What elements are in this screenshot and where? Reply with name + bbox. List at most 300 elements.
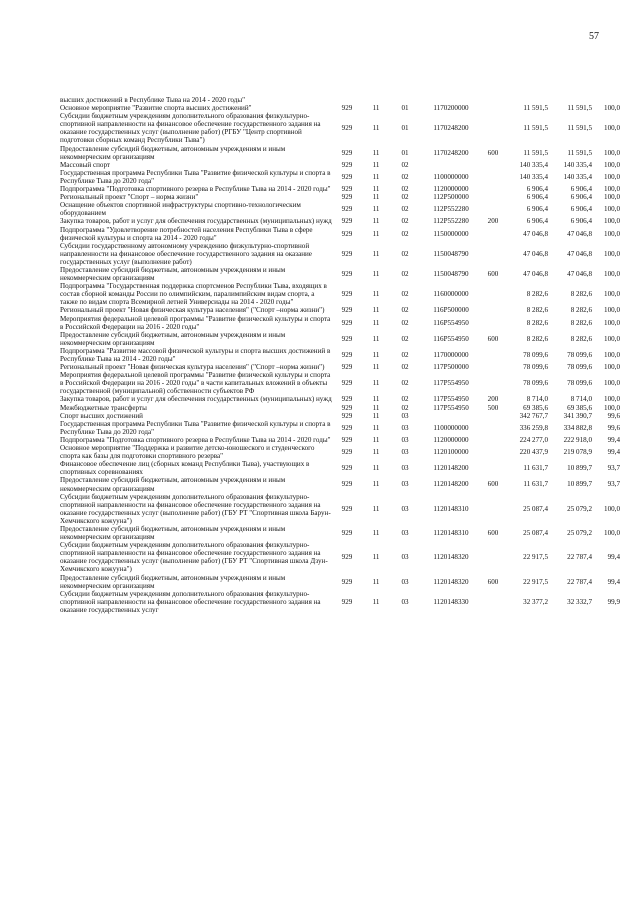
- row-section-code: 11: [372, 395, 380, 404]
- row-section-code: 11: [372, 435, 380, 444]
- row-executed-amount: 222 918,0: [563, 435, 592, 444]
- row-grbs-code: 929: [341, 529, 353, 538]
- row-target-article-code: 1150048790: [433, 270, 469, 279]
- row-target-article-code: 1170248200: [433, 124, 469, 133]
- row-execution-percent: 100,0: [604, 124, 620, 133]
- row-subsection-code: 02: [401, 363, 409, 372]
- row-expense-type-code: [482, 541, 504, 573]
- row-name: Подпрограмма "Удовлетворение потребностей населения Республики Тыва в сфере физической культуры и спорта на 2014 - 2020 годы": [60, 225, 313, 242]
- row-target-article-code: [420, 161, 482, 169]
- row-executed-amount: 22 787,4: [567, 577, 592, 586]
- row-execution-percent: 100,0: [604, 160, 620, 169]
- row-execution-percent: 99,4: [607, 448, 620, 457]
- row-section-code: 11: [372, 403, 380, 412]
- row-executed-amount: 78 099,6: [567, 379, 592, 388]
- row-executed-amount: 25 079,2: [567, 529, 592, 538]
- row-planned-amount: 78 099,6: [523, 363, 548, 372]
- row-section-code: 11: [372, 577, 380, 586]
- row-expense-type-code: [482, 169, 504, 185]
- row-subsection-code: 03: [401, 423, 409, 432]
- row-subsection-code: 03: [401, 435, 409, 444]
- row-subsection-code: 02: [401, 290, 409, 299]
- row-section-code: 11: [372, 205, 380, 214]
- row-target-article-code: 1120148330: [433, 597, 469, 606]
- row-name: высших достижений в Республике Тыва на 2014 - 2020 годы": [60, 96, 246, 104]
- table-row: [60, 217, 620, 225]
- row-name: Предоставление субсидий бюджетным, автономным учреждениям и иным некоммерческим организациям: [60, 524, 286, 542]
- row-executed-amount: 22 787,4: [567, 553, 592, 562]
- row-planned-amount: 22 917,5: [523, 577, 548, 586]
- row-expense-type-code: [482, 185, 504, 193]
- row-subsection-code: 02: [401, 193, 409, 202]
- row-expense-type-code: [482, 460, 504, 476]
- row-name: Государственная программа Республики Тыва "Развитие физической культуры и спорта в Республике Тыва до 2020 года": [60, 419, 331, 436]
- row-target-article-code: 1100000000: [433, 423, 469, 432]
- table-row: [60, 404, 620, 412]
- row-planned-amount: 47 046,8: [523, 229, 548, 238]
- table-row: [60, 420, 620, 436]
- row-executed-amount: 6 906,4: [570, 205, 592, 214]
- row-name: Финансовое обеспечение лиц (сборных команд Республики Тыва), участвующих в спортивных соревнованиях: [60, 460, 310, 477]
- row-expense-type-code: [482, 306, 504, 314]
- row-name: Субсидии бюджетным учреждениям дополнительного образования физкультурно-спортивной направленности на финансовое обеспечение государственного задания на оказание государственных услуг (выполнение работ) (ГБУ РТ "Спортивная школа Барун-Хемчикского кожууна"): [60, 492, 331, 525]
- row-expense-type-code: [482, 104, 504, 112]
- row-planned-amount: 47 046,8: [523, 270, 548, 279]
- row-execution-percent: 93,7: [607, 480, 620, 489]
- row-executed-amount: 10 899,7: [567, 480, 592, 489]
- row-subsection-code: 03: [401, 597, 409, 606]
- row-planned-amount: 220 437,9: [519, 448, 548, 457]
- row-target-article-code: 1150048790: [433, 249, 469, 258]
- row-planned-amount: 6 906,4: [526, 193, 548, 202]
- row-grbs-code: 929: [341, 229, 353, 238]
- row-target-article-code: 112P500000: [433, 193, 469, 202]
- row-planned-amount: 78 099,6: [523, 379, 548, 388]
- table-row: [60, 226, 620, 242]
- row-planned-amount: 8 282,6: [526, 318, 548, 327]
- row-section-code: 11: [372, 172, 380, 181]
- row-grbs-code: 929: [341, 464, 353, 473]
- row-execution-percent: 99,6: [607, 423, 620, 432]
- row-planned-amount: 8 282,6: [526, 290, 548, 299]
- row-grbs-code: 929: [341, 334, 353, 343]
- row-grbs-code: 929: [341, 104, 353, 113]
- row-expense-type-code: [482, 242, 504, 266]
- row-execution-percent: 100,0: [604, 148, 620, 157]
- row-target-article-code: 112P552280: [433, 205, 469, 214]
- row-planned-amount: 336 259,8: [519, 423, 548, 432]
- table-row: [60, 525, 620, 541]
- table-row: [60, 201, 620, 217]
- row-expense-type-code: [482, 444, 504, 460]
- row-grbs-code: 929: [341, 379, 353, 388]
- row-execution-percent: 100,0: [604, 217, 620, 226]
- row-expense-type-code: 200: [487, 217, 499, 226]
- row-section-code: 11: [372, 464, 380, 473]
- row-planned-amount: 6 906,4: [526, 205, 548, 214]
- row-executed-amount: 8 282,6: [570, 334, 592, 343]
- row-grbs-code: 929: [341, 423, 353, 432]
- row-execution-percent: 99,4: [607, 553, 620, 562]
- row-section-code: 11: [372, 306, 380, 315]
- row-execution-percent: 100,0: [604, 403, 620, 412]
- row-expense-type-code: [482, 201, 504, 217]
- row-executed-amount: 140 335,4: [563, 160, 592, 169]
- row-executed-amount: 8 282,6: [570, 290, 592, 299]
- row-execution-percent: 99,4: [607, 435, 620, 444]
- row-grbs-code: 929: [341, 193, 353, 202]
- row-execution-percent: 100,0: [604, 290, 620, 299]
- row-name: Субсидии бюджетным учреждениям дополнительного образования физкультурно-спортивной направленности на финансовое обеспечение государственного задания на оказание государственных услуг (выполнение работ) (РГБУ "Центр спортивной подготовки сборных команд Республики Тыва"): [60, 112, 321, 145]
- row-grbs-code: 929: [341, 403, 353, 412]
- row-subsection-code: 01: [401, 124, 409, 133]
- row-target-article-code: 1170248200: [433, 148, 469, 157]
- row-name: Государственная программа Республики Тыва "Развитие физической культуры и спорта в Республике Тыва до 2020 года": [60, 168, 331, 185]
- row-section-code: 11: [372, 480, 380, 489]
- row-subsection-code: 02: [401, 185, 409, 194]
- row-planned-amount: 11 591,5: [523, 104, 548, 113]
- row-expense-type-code: [482, 161, 504, 169]
- row-expense-type-code: [482, 282, 504, 306]
- row-section-code: 11: [372, 504, 380, 513]
- row-section-code: 11: [372, 193, 380, 202]
- row-planned-amount: 6 906,4: [526, 217, 548, 226]
- row-name: Мероприятия федеральной целевой программы "Развитие физической культуры и спорта в Российской Федерации на 2016 - 2020 годы": [60, 314, 331, 331]
- row-section-code: 11: [372, 597, 380, 606]
- row-planned-amount: 140 335,4: [519, 160, 548, 169]
- row-subsection-code: 02: [401, 379, 409, 388]
- row-grbs-code: 929: [341, 185, 353, 194]
- table-row: [60, 193, 620, 201]
- row-execution-percent: 100,0: [604, 504, 620, 513]
- row-expense-type-code: 600: [487, 529, 499, 538]
- row-target-article-code: 117P500000: [433, 363, 469, 372]
- row-subsection-code: 03: [401, 553, 409, 562]
- row-expense-type-code: [482, 96, 504, 104]
- row-name: Подпрограмма "Подготовка спортивного резерва в Республике Тыва на 2014 - 2020 годы": [60, 185, 331, 194]
- page-number: 57: [589, 31, 599, 42]
- row-executed-amount: 6 906,4: [570, 193, 592, 202]
- row-execution-percent: 100,0: [604, 229, 620, 238]
- row-planned-amount: 8 282,6: [526, 306, 548, 315]
- row-grbs-code: 929: [341, 553, 353, 562]
- row-expense-type-code: [482, 371, 504, 395]
- row-execution-percent: 100,0: [604, 104, 620, 113]
- row-name: Региональный проект "Спорт – норма жизни": [60, 193, 199, 202]
- row-target-article-code: 1120100000: [433, 448, 469, 457]
- row-name: Мероприятия федеральной целевой программы "Развитие физической культуры и спорта в Российской Федерации на 2016 - 2020 годы" в части капитальных вложений в объекты государственной (муниципальной) собственности субъектов РФ: [60, 371, 331, 396]
- row-expense-type-code: [482, 193, 504, 201]
- row-grbs-code: 929: [341, 249, 353, 258]
- row-executed-amount: 8 714,0: [570, 395, 592, 404]
- row-planned-amount: 224 277,0: [519, 435, 548, 444]
- row-expense-type-code: [482, 436, 504, 444]
- row-expense-type-code: [482, 412, 504, 420]
- row-section-code: 11: [372, 290, 380, 299]
- row-executed-amount: 8 282,6: [570, 306, 592, 315]
- row-section-code: 11: [372, 185, 380, 194]
- row-section-code: [362, 96, 390, 104]
- row-grbs-code: 929: [341, 577, 353, 586]
- row-section-code: 11: [372, 379, 380, 388]
- row-grbs-code: 929: [341, 411, 353, 420]
- row-executed-amount: 10 899,7: [567, 464, 592, 473]
- row-expense-type-code: [482, 226, 504, 242]
- table-row: [60, 169, 620, 185]
- row-section-code: 11: [372, 124, 380, 133]
- row-name: Субсидии государственному автономному учреждению физкультурно-спортивной направленности на финансовое обеспечение государственного задания на оказание государственных услуг (выполнение работ): [60, 241, 312, 266]
- row-expense-type-code: [482, 493, 504, 525]
- row-expense-type-code: 600: [487, 577, 499, 586]
- row-planned-amount: 11 631,7: [523, 480, 548, 489]
- table-row: [60, 145, 620, 161]
- row-target-article-code: 1170000000: [433, 350, 469, 359]
- row-target-article-code: 1150000000: [433, 229, 469, 238]
- row-subsection-code: 02: [401, 229, 409, 238]
- row-executed-amount: 47 046,8: [567, 249, 592, 258]
- row-name: Субсидии бюджетным учреждениям дополнительного образования физкультурно-спортивной направленности на финансовое обеспечение государственного задания на оказание государственных услуг (выполнение работ) (ГБУ РТ "Спортивная школа Дзун-Хемчикского кожууна"): [60, 541, 328, 574]
- row-planned-amount: 47 046,8: [523, 249, 548, 258]
- row-executed-amount: 11 591,5: [567, 104, 592, 113]
- row-executed-amount: 11 591,5: [567, 124, 592, 133]
- row-planned-amount: 78 099,6: [523, 350, 548, 359]
- row-subsection-code: 02: [401, 205, 409, 214]
- table-row: [60, 590, 620, 614]
- row-planned-amount: 25 087,4: [523, 504, 548, 513]
- row-name: Подпрограмма "Развитие массовой физической культуры и спорта высших достижений в Республике Тыва на 2014 - 2020 годы": [60, 346, 331, 363]
- row-grbs-code: 929: [341, 160, 353, 169]
- row-section-code: 11: [372, 249, 380, 258]
- row-executed-amount: 140 335,4: [563, 172, 592, 181]
- row-target-article-code: 1120148310: [433, 529, 469, 538]
- row-executed-amount: 25 079,2: [567, 504, 592, 513]
- row-grbs-code: 929: [341, 217, 353, 226]
- row-planned-amount: 140 335,4: [519, 172, 548, 181]
- row-execution-percent: 100,0: [604, 363, 620, 372]
- row-execution-percent: 100,0: [604, 395, 620, 404]
- row-grbs-code: 929: [341, 448, 353, 457]
- row-section-code: 11: [372, 529, 380, 538]
- row-execution-percent: 100,0: [604, 318, 620, 327]
- row-executed-amount: 47 046,8: [567, 270, 592, 279]
- row-expense-type-code: [482, 112, 504, 144]
- table-row: [60, 96, 620, 104]
- row-expense-type-code: [482, 420, 504, 436]
- row-section-code: 11: [372, 350, 380, 359]
- table-row: [60, 282, 620, 306]
- row-subsection-code: 02: [401, 318, 409, 327]
- row-subsection-code: 03: [401, 464, 409, 473]
- row-section-code: 11: [372, 334, 380, 343]
- budget-table: [60, 96, 620, 614]
- row-executed-amount: 78 099,6: [567, 363, 592, 372]
- row-target-article-code: 117P554950: [433, 403, 469, 412]
- row-section-code: 11: [372, 148, 380, 157]
- row-target-article-code: 1160000000: [433, 290, 469, 299]
- row-execution-percent: 100,0: [604, 334, 620, 343]
- row-expense-type-code: [482, 363, 504, 371]
- row-subsection-code: 02: [401, 395, 409, 404]
- row-executed-amount: 6 906,4: [570, 217, 592, 226]
- row-execution-percent: 100,0: [604, 379, 620, 388]
- row-execution-percent: 93,7: [607, 464, 620, 473]
- row-name: Спорт высших достижений: [60, 411, 143, 420]
- row-name: Закупка товаров, работ и услуг для обеспечения государственных (муниципальных) нужд: [60, 395, 332, 404]
- row-name: Массовый спорт: [60, 160, 111, 169]
- row-subsection-code: 02: [401, 160, 409, 169]
- row-target-article-code: 1120148310: [433, 504, 469, 513]
- row-target-article-code: 1120148320: [433, 553, 469, 562]
- row-executed-amount: 78 099,6: [567, 350, 592, 359]
- row-subsection-code: 03: [401, 529, 409, 538]
- row-grbs-code: 929: [341, 148, 353, 157]
- row-planned-amount: 11 631,7: [523, 464, 548, 473]
- row-grbs-code: 929: [341, 395, 353, 404]
- row-expense-type-code: [482, 347, 504, 363]
- row-target-article-code: 1120148320: [433, 577, 469, 586]
- row-subsection-code: 02: [401, 217, 409, 226]
- row-expense-type-code: 600: [487, 334, 499, 343]
- row-grbs-code: 929: [341, 435, 353, 444]
- row-grbs-code: 929: [341, 290, 353, 299]
- row-grbs-code: 929: [341, 306, 353, 315]
- table-row: [60, 161, 620, 169]
- row-grbs-code: 929: [341, 350, 353, 359]
- row-execution-percent: 100,0: [604, 172, 620, 181]
- row-expense-type-code: 600: [487, 148, 499, 157]
- table-row: [60, 331, 620, 347]
- row-executed-amount: 6 906,4: [570, 185, 592, 194]
- table-row: [60, 371, 620, 395]
- table-row: [60, 493, 620, 525]
- row-subsection-code: 02: [401, 306, 409, 315]
- row-name: Региональный проект "Новая физическая культура населения" ("Спорт –норма жизни"): [60, 363, 325, 372]
- row-expense-type-code: [482, 315, 504, 331]
- row-subsection-code: 02: [401, 249, 409, 258]
- row-executed-amount: 47 046,8: [567, 229, 592, 238]
- table-row: [60, 242, 620, 266]
- row-name: Предоставление субсидий бюджетным, автономным учреждениям и иным некоммерческим организациям: [60, 330, 286, 347]
- row-planned-amount: 32 377,2: [523, 597, 548, 606]
- row-executed-amount: 11 591,5: [567, 148, 592, 157]
- row-planned-amount: 8 714,0: [526, 395, 548, 404]
- row-name: Подпрограмма "Государственная поддержка спортсменов Республики Тыва, входящих в состав сборной команды России по олимпийским, паралимпийским видам спорта, а также по видам спорта Всемирной летней Универсиады на 2014 - 2020 годы": [60, 282, 327, 307]
- row-grbs-code: 929: [341, 480, 353, 489]
- budget-table-body: [60, 96, 620, 614]
- row-target-article-code: 116P554950: [433, 334, 469, 343]
- row-section-code: 11: [372, 363, 380, 372]
- row-name: Подпрограмма "Подготовка спортивного резерва в Республике Тыва на 2014 - 2020 годы": [60, 435, 331, 444]
- row-target-article-code: 1120000000: [433, 185, 469, 194]
- row-section-code: 11: [372, 270, 380, 279]
- row-execution-percent: 100,0: [604, 193, 620, 202]
- row-section-code: 11: [372, 229, 380, 238]
- row-subsection-code: 03: [401, 411, 409, 420]
- row-expense-type-code: 600: [487, 270, 499, 279]
- table-row: [60, 412, 620, 420]
- row-grbs-code: 929: [341, 270, 353, 279]
- row-subsection-code: 03: [401, 480, 409, 489]
- row-name: Субсидии бюджетным учреждениям дополнительного образования физкультурно-спортивной направленности на финансовое обеспечение государственного задания на оказание государственных услуг: [60, 589, 321, 614]
- row-name: Региональный проект "Новая физическая культура населения" ("Спорт –норма жизни"): [60, 306, 325, 315]
- table-row: [60, 112, 620, 144]
- row-execution-percent: 100,0: [604, 185, 620, 194]
- row-subsection-code: 01: [401, 104, 409, 113]
- row-execution-percent: 100,0: [604, 350, 620, 359]
- row-executed-amount: 219 078,9: [563, 448, 592, 457]
- row-expense-type-code: 200: [487, 395, 499, 404]
- row-planned-amount: 69 385,6: [523, 403, 548, 412]
- row-grbs-code: 929: [341, 318, 353, 327]
- table-row: [60, 395, 620, 403]
- row-section-code: 11: [372, 448, 380, 457]
- row-target-article-code: [420, 96, 482, 104]
- row-grbs-code: 929: [341, 363, 353, 372]
- row-executed-amount: 334 882,8: [563, 423, 592, 432]
- table-row: [60, 541, 620, 573]
- row-execution-percent: 100,0: [604, 249, 620, 258]
- row-target-article-code: [420, 412, 482, 420]
- table-row: [60, 306, 620, 314]
- row-section-code: 11: [372, 160, 380, 169]
- row-execution-percent: [592, 96, 620, 104]
- row-executed-amount: 32 332,7: [567, 597, 592, 606]
- row-subsection-code: 03: [401, 504, 409, 513]
- row-subsection-code: 02: [401, 172, 409, 181]
- row-planned-amount: 25 087,4: [523, 529, 548, 538]
- row-name: Оснащение объектов спортивной инфраструктуры спортивно-технологическим оборудованием: [60, 201, 301, 218]
- row-subsection-code: 03: [401, 577, 409, 586]
- table-row: [60, 185, 620, 193]
- row-section-code: 11: [372, 318, 380, 327]
- table-row: [60, 476, 620, 492]
- row-name: Основное мероприятие "Поддержка и развитие детско-юношеского и студенческого спорта как базы для подготовки спортивного резерва": [60, 444, 315, 461]
- row-target-article-code: 1120148200: [433, 480, 469, 489]
- row-section-code: 11: [372, 553, 380, 562]
- row-grbs-code: 929: [341, 504, 353, 513]
- row-section-code: 11: [372, 104, 380, 113]
- row-target-article-code: 1120148200: [433, 464, 469, 473]
- row-grbs-code: [332, 96, 362, 104]
- row-planned-amount: 342 767,7: [519, 411, 548, 420]
- row-section-code: 11: [372, 423, 380, 432]
- row-target-article-code: 112P552280: [433, 217, 469, 226]
- row-planned-amount: 6 906,4: [526, 185, 548, 194]
- row-grbs-code: 929: [341, 124, 353, 133]
- table-row: [60, 460, 620, 476]
- table-row: [60, 315, 620, 331]
- row-execution-percent: 100,0: [604, 306, 620, 315]
- row-executed-amount: 8 282,6: [570, 318, 592, 327]
- row-name: Предоставление субсидий бюджетным, автономным учреждениям и иным некоммерческим организациям: [60, 476, 286, 493]
- row-target-article-code: 116P500000: [433, 306, 469, 315]
- row-planned-amount: 11 591,5: [523, 124, 548, 133]
- row-execution-percent: 100,0: [604, 270, 620, 279]
- row-executed-amount: 341 390,7: [563, 411, 592, 420]
- row-name: Предоставление субсидий бюджетным, автономным учреждениям и иным некоммерческим организациям: [60, 144, 286, 161]
- row-planned-amount: 22 917,5: [523, 553, 548, 562]
- row-planned-amount: 11 591,5: [523, 148, 548, 157]
- row-executed-amount: [548, 96, 592, 104]
- row-grbs-code: 929: [341, 172, 353, 181]
- table-row: [60, 104, 620, 112]
- row-subsection-code: 01: [401, 148, 409, 157]
- table-row: [60, 363, 620, 371]
- row-expense-type-code: [482, 590, 504, 614]
- row-name: Предоставление субсидий бюджетным, автономным учреждениям и иным некоммерческим организациям: [60, 573, 286, 590]
- row-execution-percent: 100,0: [604, 529, 620, 538]
- table-row: [60, 444, 620, 460]
